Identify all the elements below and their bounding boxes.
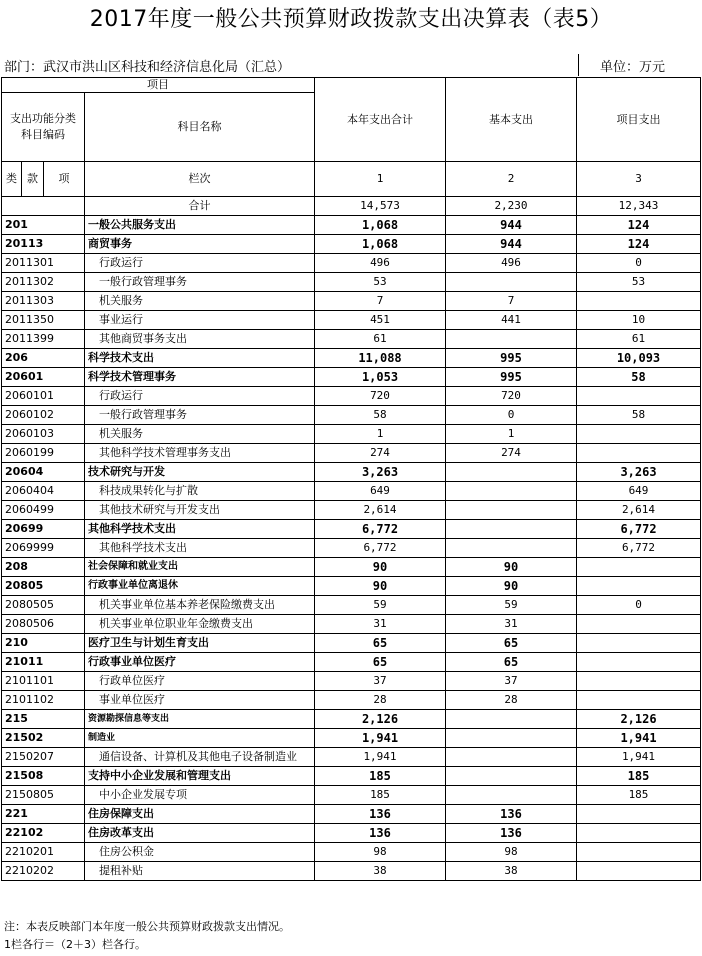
row-name: 科学技术管理事务 <box>85 368 315 387</box>
row-name: 科学技术支出 <box>85 349 315 368</box>
row-project: 0 <box>577 254 701 273</box>
row-name: 行政事业单位医疗 <box>85 653 315 672</box>
row-total: 98 <box>315 843 446 862</box>
row-project <box>577 634 701 653</box>
unit-label: 单位：万元 <box>600 60 666 75</box>
row-project <box>577 425 701 444</box>
row-project: 61 <box>577 330 701 349</box>
row-code: 2210201 <box>2 843 85 862</box>
row-total: 720 <box>315 387 446 406</box>
row-project: 2,126 <box>577 710 701 729</box>
row-total: 2,126 <box>315 710 446 729</box>
row-total: 496 <box>315 254 446 273</box>
row-total: 649 <box>315 482 446 501</box>
row-total: 6,772 <box>315 520 446 539</box>
table-row <box>2 539 701 558</box>
row-name: 行政事业单位离退休 <box>85 577 315 596</box>
row-code: 2150207 <box>2 748 85 767</box>
row-total: 136 <box>315 805 446 824</box>
row-code: 21011 <box>2 653 85 672</box>
row-basic <box>446 520 577 539</box>
row-code: 2011302 <box>2 273 85 292</box>
row-basic <box>446 330 577 349</box>
row-name: 其他科学技术管理事务支出 <box>85 444 315 463</box>
row-basic: 995 <box>446 349 577 368</box>
table-row <box>2 254 701 273</box>
row-name: 中小企业发展专项 <box>85 786 315 805</box>
row-basic <box>446 786 577 805</box>
row-total: 1,053 <box>315 368 446 387</box>
total-label: 合计 <box>85 197 315 216</box>
table-row <box>2 672 701 691</box>
row-code: 2210202 <box>2 862 85 881</box>
row-code: 2011301 <box>2 254 85 273</box>
row-code: 20113 <box>2 235 85 254</box>
row-project: 185 <box>577 767 701 786</box>
row-project: 124 <box>577 216 701 235</box>
table-row <box>2 482 701 501</box>
row-basic: 720 <box>446 387 577 406</box>
row-total: 6,772 <box>315 539 446 558</box>
row-total: 31 <box>315 615 446 634</box>
row-total: 185 <box>315 786 446 805</box>
row-name: 事业单位医疗 <box>85 691 315 710</box>
row-project: 185 <box>577 786 701 805</box>
row-name: 一般行政管理事务 <box>85 273 315 292</box>
row-basic: 31 <box>446 615 577 634</box>
table-row <box>2 653 701 672</box>
row-basic: 944 <box>446 216 577 235</box>
row-project <box>577 292 701 311</box>
row-basic <box>446 767 577 786</box>
row-basic <box>446 501 577 520</box>
row-project <box>577 387 701 406</box>
row-code: 2011399 <box>2 330 85 349</box>
table-row <box>2 463 701 482</box>
total-spacer <box>2 197 85 216</box>
row-code: 2069999 <box>2 539 85 558</box>
row-basic: 136 <box>446 805 577 824</box>
row-basic <box>446 539 577 558</box>
row-project: 0 <box>577 596 701 615</box>
lanci-2: 2 <box>446 162 577 197</box>
row-code: 22102 <box>2 824 85 843</box>
row-name: 商贸事务 <box>85 235 315 254</box>
row-total: 65 <box>315 653 446 672</box>
row-basic <box>446 748 577 767</box>
row-name: 资源勘探信息等支出 <box>85 710 315 729</box>
table-row <box>2 216 701 235</box>
row-project <box>577 577 701 596</box>
row-code: 2060101 <box>2 387 85 406</box>
row-code: 2060499 <box>2 501 85 520</box>
header-row-project <box>2 78 701 93</box>
table-row <box>2 425 701 444</box>
row-project: 649 <box>577 482 701 501</box>
lanci-label: 栏次 <box>85 162 315 197</box>
row-total: 90 <box>315 577 446 596</box>
row-total: 90 <box>315 558 446 577</box>
row-code: 20699 <box>2 520 85 539</box>
row-name: 机关事业单位基本养老保险缴费支出 <box>85 596 315 615</box>
row-basic: 7 <box>446 292 577 311</box>
notes <box>4 918 290 954</box>
row-basic: 496 <box>446 254 577 273</box>
row-code: 2060103 <box>2 425 85 444</box>
row-project: 10,093 <box>577 349 701 368</box>
row-name: 行政运行 <box>85 387 315 406</box>
row-total: 274 <box>315 444 446 463</box>
meta-bar <box>4 56 698 76</box>
row-project <box>577 843 701 862</box>
row-basic: 1 <box>446 425 577 444</box>
header-col-project: 项目支出 <box>577 78 701 162</box>
lanci-1: 1 <box>315 162 446 197</box>
row-basic: 441 <box>446 311 577 330</box>
row-project <box>577 862 701 881</box>
row-name: 机关事业单位职业年金缴费支出 <box>85 615 315 634</box>
row-basic: 944 <box>446 235 577 254</box>
table-row <box>2 824 701 843</box>
row-code: 2101102 <box>2 691 85 710</box>
row-project <box>577 805 701 824</box>
table-row <box>2 577 701 596</box>
row-total: 2,614 <box>315 501 446 520</box>
table-row <box>2 387 701 406</box>
row-name: 支持中小企业发展和管理支出 <box>85 767 315 786</box>
row-code: 2060199 <box>2 444 85 463</box>
header-row-lanci <box>2 162 701 197</box>
row-project: 3,263 <box>577 463 701 482</box>
row-code: 2080505 <box>2 596 85 615</box>
row-code: 206 <box>2 349 85 368</box>
row-name: 其他技术研究与开发支出 <box>85 501 315 520</box>
row-total: 65 <box>315 634 446 653</box>
row-total: 1,068 <box>315 235 446 254</box>
row-code: 2011350 <box>2 311 85 330</box>
table-row <box>2 444 701 463</box>
table-row <box>2 786 701 805</box>
row-name: 通信设备、计算机及其他电子设备制造业 <box>85 748 315 767</box>
row-code: 20805 <box>2 577 85 596</box>
row-project <box>577 672 701 691</box>
table-row <box>2 330 701 349</box>
row-project: 10 <box>577 311 701 330</box>
note-2: 1栏各行＝（2＋3）栏各行。 <box>4 938 146 951</box>
row-project <box>577 653 701 672</box>
row-basic: 38 <box>446 862 577 881</box>
table-row <box>2 634 701 653</box>
row-code: 20604 <box>2 463 85 482</box>
row-basic: 90 <box>446 577 577 596</box>
row-total: 61 <box>315 330 446 349</box>
header-lei: 类 <box>2 162 22 197</box>
row-project: 2,614 <box>577 501 701 520</box>
row-code: 221 <box>2 805 85 824</box>
row-total: 136 <box>315 824 446 843</box>
row-total: 53 <box>315 273 446 292</box>
row-name: 住房保障支出 <box>85 805 315 824</box>
table-row <box>2 349 701 368</box>
row-code: 2080506 <box>2 615 85 634</box>
row-project <box>577 444 701 463</box>
table-row <box>2 235 701 254</box>
row-total: 7 <box>315 292 446 311</box>
table-row <box>2 368 701 387</box>
total-3: 12,343 <box>577 197 701 216</box>
row-code: 2150805 <box>2 786 85 805</box>
row-code: 201 <box>2 216 85 235</box>
table-row <box>2 273 701 292</box>
row-code: 20601 <box>2 368 85 387</box>
row-total: 451 <box>315 311 446 330</box>
budget-table <box>1 77 701 881</box>
row-total: 1,941 <box>315 729 446 748</box>
table-row <box>2 615 701 634</box>
table-row <box>2 520 701 539</box>
row-basic: 0 <box>446 406 577 425</box>
row-total: 1,941 <box>315 748 446 767</box>
row-project <box>577 615 701 634</box>
table-row <box>2 596 701 615</box>
row-basic: 65 <box>446 634 577 653</box>
table-row <box>2 292 701 311</box>
row-name: 机关服务 <box>85 425 315 444</box>
row-name: 制造业 <box>85 729 315 748</box>
row-basic: 98 <box>446 843 577 862</box>
row-basic: 37 <box>446 672 577 691</box>
row-name: 其他商贸事务支出 <box>85 330 315 349</box>
row-name: 机关服务 <box>85 292 315 311</box>
row-basic: 136 <box>446 824 577 843</box>
row-code: 208 <box>2 558 85 577</box>
header-subject-name: 科目名称 <box>85 93 315 162</box>
row-code: 21502 <box>2 729 85 748</box>
row-total: 58 <box>315 406 446 425</box>
row-project: 1,941 <box>577 748 701 767</box>
table-row <box>2 406 701 425</box>
row-total: 28 <box>315 691 446 710</box>
row-name: 技术研究与开发 <box>85 463 315 482</box>
row-code: 2060404 <box>2 482 85 501</box>
row-total: 1,068 <box>315 216 446 235</box>
table-row <box>2 748 701 767</box>
table-row <box>2 805 701 824</box>
row-basic: 995 <box>446 368 577 387</box>
row-project: 58 <box>577 406 701 425</box>
note-1: 注：本表反映部门本年度一般公共预算财政拨款支出情况。 <box>4 920 290 933</box>
header-func-code: 支出功能分类科目编码 <box>2 93 85 162</box>
row-name: 医疗卫生与计划生育支出 <box>85 634 315 653</box>
row-project: 6,772 <box>577 539 701 558</box>
row-name: 行政运行 <box>85 254 315 273</box>
table-row <box>2 862 701 881</box>
header-xiang: 项 <box>44 162 85 197</box>
department-label: 部门：武汉市洪山区科技和经济信息化局（汇总） <box>4 60 291 75</box>
row-name: 住房改革支出 <box>85 824 315 843</box>
row-basic <box>446 273 577 292</box>
row-name: 其他科学技术支出 <box>85 539 315 558</box>
table-row <box>2 311 701 330</box>
table-row <box>2 843 701 862</box>
row-code: 210 <box>2 634 85 653</box>
row-basic: 90 <box>446 558 577 577</box>
row-name: 其他科学技术支出 <box>85 520 315 539</box>
row-basic <box>446 710 577 729</box>
row-project <box>577 824 701 843</box>
table-row <box>2 501 701 520</box>
header-kuan: 款 <box>22 162 44 197</box>
row-project <box>577 558 701 577</box>
header-col-basic: 基本支出 <box>446 78 577 162</box>
row-total: 38 <box>315 862 446 881</box>
row-project: 6,772 <box>577 520 701 539</box>
row-project: 58 <box>577 368 701 387</box>
row-name: 科技成果转化与扩散 <box>85 482 315 501</box>
row-total: 59 <box>315 596 446 615</box>
row-total: 3,263 <box>315 463 446 482</box>
table-row <box>2 558 701 577</box>
table-row <box>2 729 701 748</box>
table-row <box>2 767 701 786</box>
row-name: 一般公共服务支出 <box>85 216 315 235</box>
row-basic <box>446 482 577 501</box>
row-code: 21508 <box>2 767 85 786</box>
header-col-total: 本年支出合计 <box>315 78 446 162</box>
row-total: 1 <box>315 425 446 444</box>
table-row <box>2 691 701 710</box>
row-project: 124 <box>577 235 701 254</box>
row-name: 社会保障和就业支出 <box>85 558 315 577</box>
row-basic: 28 <box>446 691 577 710</box>
lanci-3: 3 <box>577 162 701 197</box>
row-name: 行政单位医疗 <box>85 672 315 691</box>
row-basic <box>446 729 577 748</box>
total-row <box>2 197 701 216</box>
row-basic: 59 <box>446 596 577 615</box>
row-name: 住房公积金 <box>85 843 315 862</box>
row-basic: 65 <box>446 653 577 672</box>
row-name: 提租补贴 <box>85 862 315 881</box>
row-basic: 274 <box>446 444 577 463</box>
table-row <box>2 710 701 729</box>
page-title: 2017年度一般公共预算财政拨款支出决算表（表5） <box>89 7 613 32</box>
row-code: 215 <box>2 710 85 729</box>
total-2: 2,230 <box>446 197 577 216</box>
header-project: 项目 <box>2 78 315 93</box>
row-code: 2011303 <box>2 292 85 311</box>
row-total: 37 <box>315 672 446 691</box>
row-code: 2060102 <box>2 406 85 425</box>
divider <box>578 54 579 76</box>
row-name: 一般行政管理事务 <box>85 406 315 425</box>
row-code: 2101101 <box>2 672 85 691</box>
total-1: 14,573 <box>315 197 446 216</box>
row-project: 53 <box>577 273 701 292</box>
row-project: 1,941 <box>577 729 701 748</box>
row-project <box>577 691 701 710</box>
row-total: 185 <box>315 767 446 786</box>
row-basic <box>446 463 577 482</box>
row-total: 11,088 <box>315 349 446 368</box>
row-name: 事业运行 <box>85 311 315 330</box>
